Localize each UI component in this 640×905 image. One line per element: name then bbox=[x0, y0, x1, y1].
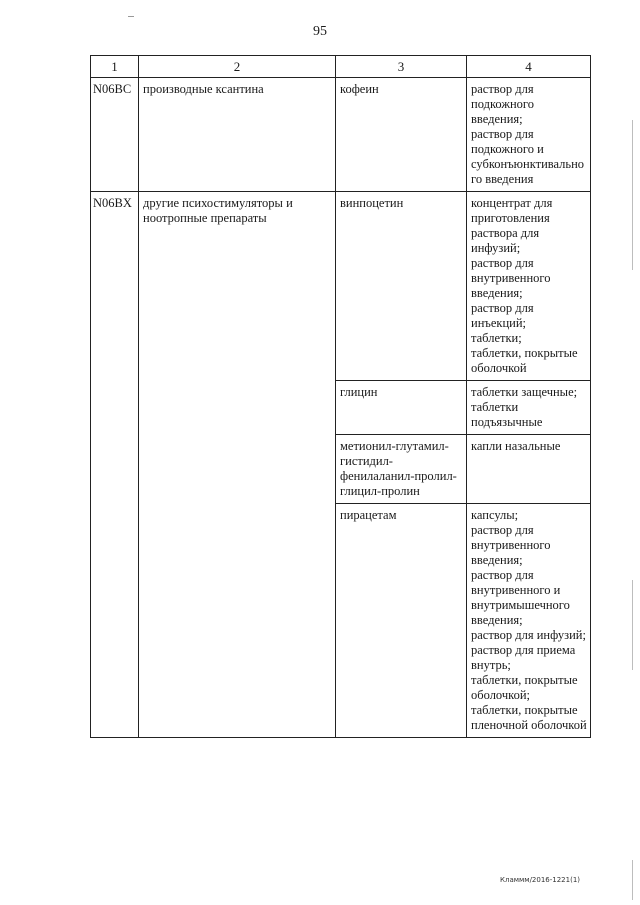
dosage-form-line: таблетки подъязычные bbox=[471, 400, 543, 429]
header-cell-1: 1 bbox=[91, 56, 139, 78]
dosage-form-line: капли назальные bbox=[471, 439, 561, 453]
table-header-row bbox=[91, 56, 591, 78]
scan-margin-line bbox=[632, 860, 633, 900]
table-body bbox=[91, 78, 591, 738]
substance-cell: глицин bbox=[336, 381, 467, 435]
dosage-form-line: раствор для инфузий; bbox=[471, 628, 586, 642]
dosage-form-line: таблетки защечные; bbox=[471, 385, 578, 399]
dosage-form-line: раствор для приема внутрь; bbox=[471, 643, 576, 672]
dosage-forms-cell bbox=[467, 78, 591, 192]
dosage-forms-cell bbox=[467, 381, 591, 435]
scan-margin-line bbox=[632, 120, 633, 270]
scan-margin-line bbox=[632, 580, 633, 670]
medication-table bbox=[90, 55, 591, 738]
scan-mark bbox=[128, 16, 134, 17]
substance-cell: пирацетам bbox=[336, 504, 467, 738]
dosage-form-line: таблетки; bbox=[471, 331, 522, 345]
header-cell-2: 2 bbox=[139, 56, 336, 78]
dosage-form-line: таблетки, покрытые пленочной оболочкой bbox=[471, 703, 587, 732]
dosage-form-line: концентрат для приготовления раствора для инфузий; bbox=[471, 196, 553, 255]
table-row bbox=[91, 78, 591, 192]
atc-code-cell: N06BX bbox=[91, 192, 139, 738]
atc-code-cell: N06BC bbox=[91, 78, 139, 192]
header-cell-3: 3 bbox=[336, 56, 467, 78]
dosage-forms-cell bbox=[467, 435, 591, 504]
dosage-form-line: раствор для подкожного и субконъюнктивального введения bbox=[471, 127, 585, 186]
header-cell-4: 4 bbox=[467, 56, 591, 78]
dosage-form-line: раствор для внутривенного введения; bbox=[471, 523, 551, 567]
substance-cell: кофеин bbox=[336, 78, 467, 192]
dosage-forms-cell bbox=[467, 504, 591, 738]
footer-stamp: Кламмм/2016-1221(1) bbox=[500, 876, 581, 884]
dosage-form-line: раствор для внутривенного введения; bbox=[471, 256, 551, 300]
dosage-form-line: раствор для подкожного введения; bbox=[471, 82, 534, 126]
dosage-form-line: таблетки, покрытые оболочкой; bbox=[471, 673, 578, 702]
dosage-form-line: капсулы; bbox=[471, 508, 519, 522]
dosage-form-line: раствор для внутривенного и внутримышечного введения; bbox=[471, 568, 570, 627]
group-name-cell: производные ксантина bbox=[139, 78, 336, 192]
dosage-form-line: раствор для инъекций; bbox=[471, 301, 534, 330]
dosage-form-line: таблетки, покрытые оболочкой bbox=[471, 346, 578, 375]
substance-cell: метионил-глутамил-гистидил-фенилаланил-пролил-глицил-пролин bbox=[336, 435, 467, 504]
substance-cell: винпоцетин bbox=[336, 192, 467, 381]
table-row bbox=[91, 192, 591, 381]
group-name-cell: другие психостимуляторы и ноотропные препараты bbox=[139, 192, 336, 738]
dosage-forms-cell bbox=[467, 192, 591, 381]
page-number: 95 bbox=[313, 24, 327, 39]
